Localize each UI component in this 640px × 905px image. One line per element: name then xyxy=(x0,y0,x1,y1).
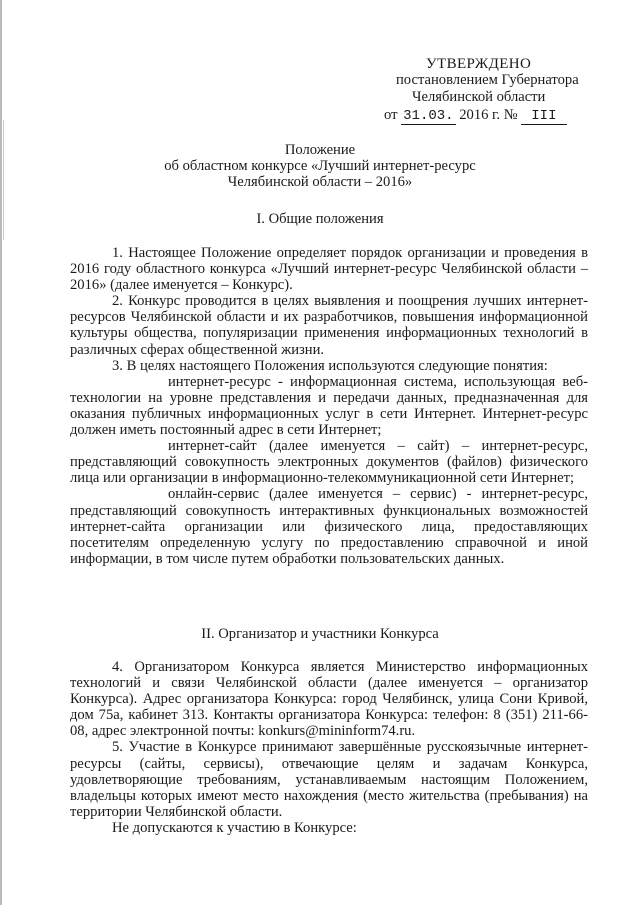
approval-line-1: постановлением Губернатора xyxy=(396,72,579,88)
paragraph-1: 1. Настоящее Положение определяет порядок организации и проведения в 2016 году областного конкурса «Лучший интернет-ресурс Челябинской области – 2016» (далее именуется – Конкурс). xyxy=(70,245,588,294)
paragraph-4: 4. Организатором Конкурса является Министерство информационных технологий и связи Челябинской области (далее именуется – организатор Конкурса). Адрес организатора Конкурса: город Челябинск, улица Сони Кривой, дом 75а, кабинет 313. Контакты организатора Конкурса: телефон: 8 (351) 211-66-08, адрес электронной почты: konkurs@mininform74.ru. xyxy=(70,659,588,740)
definition-internet-resource: интернет-ресурс - информационная система, использующая веб-технологии на уровне представления и передачи данных, предназначенная для оказания публичных информационных услуг в сети Интернет. Интернет-ресурс должен иметь постоянный адрес в сети Интернет; xyxy=(70,373,588,439)
paragraph-3: 3. В целях настоящего Положения используются следующие понятия: xyxy=(112,357,548,374)
section-2-heading: II. Организатор и участники Конкурса xyxy=(201,626,439,642)
approval-date-line xyxy=(384,107,567,124)
title-line-3: Челябинской области – 2016» xyxy=(227,174,413,190)
approval-date: 31.03. xyxy=(403,108,454,124)
section-2-body xyxy=(70,659,588,836)
title-line-1: Положение xyxy=(284,142,356,158)
approval-number: III xyxy=(521,108,566,125)
paragraph-5: 5. Участие в Конкурсе принимают завершённые русскоязычные интернет-ресурсы (сайты, сервисы), отвечающие целям и задачам Конкурса, удовлетворяющие требованиям, устанавливаемым настоящим Положением, владельцы которых имеют место нахождения (место жительства (пребывания) на территории Челябинской области. xyxy=(70,739,588,820)
approval-year: 2016 г. № xyxy=(459,107,518,123)
approval-date-prefix: от xyxy=(384,107,398,123)
approval-line-2: Челябинской области xyxy=(412,89,546,105)
paragraph-exclusions: Не допускаются к участию в Конкурсе: xyxy=(112,819,357,836)
document-title xyxy=(0,142,640,190)
paragraph-2: 2. Конкурс проводится в целях выявления и поощрения лучших интернет-ресурсов Челябинской области и их разработчиков, повышения информационной культуры общества, популяризации применения информационных технологий в различных сферах общественной жизни. xyxy=(70,293,588,358)
section-1-heading: I. Общие положения xyxy=(256,211,384,227)
title-line-2: об областном конкурсе «Лучший интернет-ресурс xyxy=(164,158,476,174)
section-1-body xyxy=(70,245,588,567)
scan-edge xyxy=(0,0,2,905)
definition-online-service: онлайн-сервис (далее именуется – сервис) - интернет-ресурс, представляющий совокупность интерактивных функциональных возможностей интернет-сайта организации или физического лица, предоставляющих посетителям определенную услугу по предоставлению справочной и иной информации, в том числе путем обработки пользовательских данных. xyxy=(70,486,588,567)
approval-title: УТВЕРЖДЕНО xyxy=(426,56,532,72)
definition-website: интернет-сайт (далее именуется – сайт) – интернет-ресурс, представляющий совокупность электронных документов (файлов) физического лица или организации в информационно-телекоммуникационной сети Интернет; xyxy=(70,438,588,487)
